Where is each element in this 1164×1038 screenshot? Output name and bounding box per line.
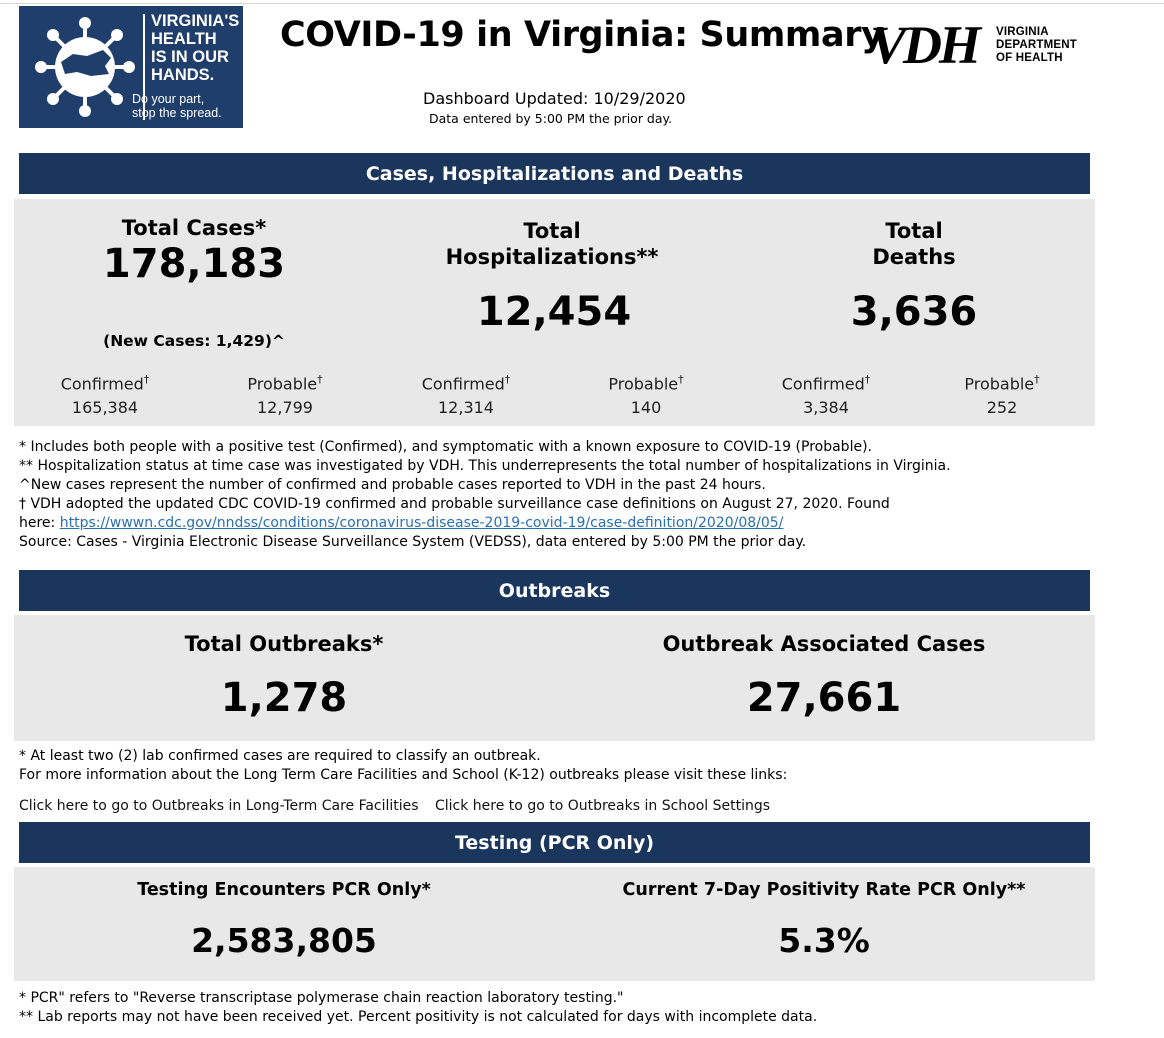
vdh-word: VIRGINIA [996, 26, 1049, 38]
footnote-cdc-link-line: here: https://wwwn.cdc.gov/nndss/conditions/coronavirus-disease-2019-covid-19/case-definition/2020/08/05/ [19, 515, 784, 531]
outbreak-cases-label: Outbreak Associated Cases [662, 632, 986, 656]
logo-text-line: HEALTH [151, 30, 217, 48]
logo-text-line: IS IN OUR [151, 48, 229, 66]
footnote-outbreak-links-intro: For more information about the Long Term Care Facilities and School (K-12) outbreaks please visit these links: [19, 767, 788, 783]
deaths-label: Deaths [872, 245, 956, 269]
positivity-rate-value: 5.3% [778, 921, 870, 960]
virginia-health-logo[interactable] [19, 6, 243, 128]
vdh-word: OF HEALTH [996, 52, 1063, 64]
new-cases: (New Cases: 1,429)^ [103, 332, 285, 350]
cases-confirmed-value: 165,384 [71, 398, 139, 417]
virus-icon [29, 14, 141, 120]
section-header-testing: Testing (PCR Only) [19, 822, 1090, 863]
hosp-confirmed-value: 12,314 [438, 398, 494, 417]
vdh-word: DEPARTMENT [996, 39, 1078, 51]
footnote-source: Source: Cases - Virginia Electronic Disease Surveillance System (VEDSS), data entered by 5:00 PM the prior day. [19, 534, 807, 550]
testing-encounters-label: Testing Encounters PCR Only* [137, 880, 431, 900]
logo-tagline: Do your part, [132, 92, 205, 106]
link-ltc-outbreaks[interactable]: Click here to go to Outbreaks in Long-Term Care Facilities [19, 798, 419, 814]
hospitalizations-label: Total [523, 219, 581, 243]
positivity-rate-label: Current 7-Day Positivity Rate PCR Only** [622, 880, 1026, 900]
outbreaks-panel [14, 615, 1095, 741]
vdh-mark: VDH [870, 15, 979, 75]
page-title: COVID-19 in Virginia: Summary [280, 15, 884, 55]
deaths-confirmed-label: Confirmed† [781, 373, 871, 394]
deaths-value: 3,636 [850, 289, 978, 335]
footnote-lab-reports: ** Lab reports may not have been received yet. Percent positivity is not calculated for days with incomplete data. [19, 1009, 818, 1025]
footnote-outbreak-definition: * At least two (2) lab confirmed cases are required to classify an outbreak. [19, 748, 541, 764]
hosp-confirmed-label: Confirmed† [421, 373, 511, 394]
footnote-pcr-definition: * PCR" refers to "Reverse transcriptase polymerase chain reaction laboratory testing." [19, 990, 624, 1006]
cases-panel [14, 199, 1095, 426]
testing-panel [14, 867, 1095, 981]
hosp-probable-value: 140 [630, 398, 662, 417]
cases-probable-value: 12,799 [257, 398, 313, 417]
section-header-cases: Cases, Hospitalizations and Deaths [19, 153, 1090, 194]
footnote-hospitalizations: ** Hospitalization status at time case was investigated by VDH. This underrepresents the total number of hospitalizations in Virginia. [19, 458, 951, 474]
hospitalizations-label: Hospitalizations** [445, 245, 659, 269]
deaths-confirmed-value: 3,384 [803, 398, 849, 417]
footnote-new-cases: ^New cases represent the number of confirmed and probable cases reported to VDH in the past 24 hours. [19, 477, 766, 493]
link-school-outbreaks[interactable]: Click here to go to Outbreaks in School Settings [435, 798, 771, 814]
footnote-cases: * Includes both people with a positive test (Confirmed), and symptomatic with a known exposure to COVID-19 (Probable). [19, 439, 872, 455]
testing-encounters-value: 2,583,805 [191, 921, 377, 960]
dashboard-updated-note: Data entered by 5:00 PM the prior day. [429, 111, 673, 126]
deaths-label: Total [885, 219, 943, 243]
outbreak-cases-value: 27,661 [746, 675, 902, 721]
logo-text-line: HANDS. [151, 66, 215, 84]
cases-confirmed-label: Confirmed† [60, 373, 150, 394]
top-divider [0, 3, 1164, 4]
total-outbreaks-label: Total Outbreaks* [184, 632, 384, 656]
logo-text-line: VIRGINIA'S [151, 12, 240, 30]
cases-probable-label: Probable† [247, 373, 323, 394]
hosp-probable-label: Probable† [608, 373, 684, 394]
cdc-definition-link[interactable]: https://wwwn.cdc.gov/nndss/conditions/coronavirus-disease-2019-covid-19/case-definition/2020/08/05/ [59, 515, 784, 531]
total-outbreaks-value: 1,278 [220, 675, 348, 721]
hospitalizations-value: 12,454 [476, 289, 632, 335]
dashboard-updated: Dashboard Updated: 10/29/2020 [423, 89, 686, 108]
footnote-case-definitions: † VDH adopted the updated CDC COVID-19 confirmed and probable surveillance case definitions on August 27, 2020. Found [19, 496, 890, 512]
total-cases-label: Total Cases* [121, 216, 267, 240]
deaths-probable-label: Probable† [964, 373, 1040, 394]
section-header-outbreaks: Outbreaks [19, 570, 1090, 611]
deaths-probable-value: 252 [986, 398, 1018, 417]
logo-tagline: stop the spread. [132, 106, 222, 120]
total-cases-value: 178,183 [102, 241, 286, 287]
